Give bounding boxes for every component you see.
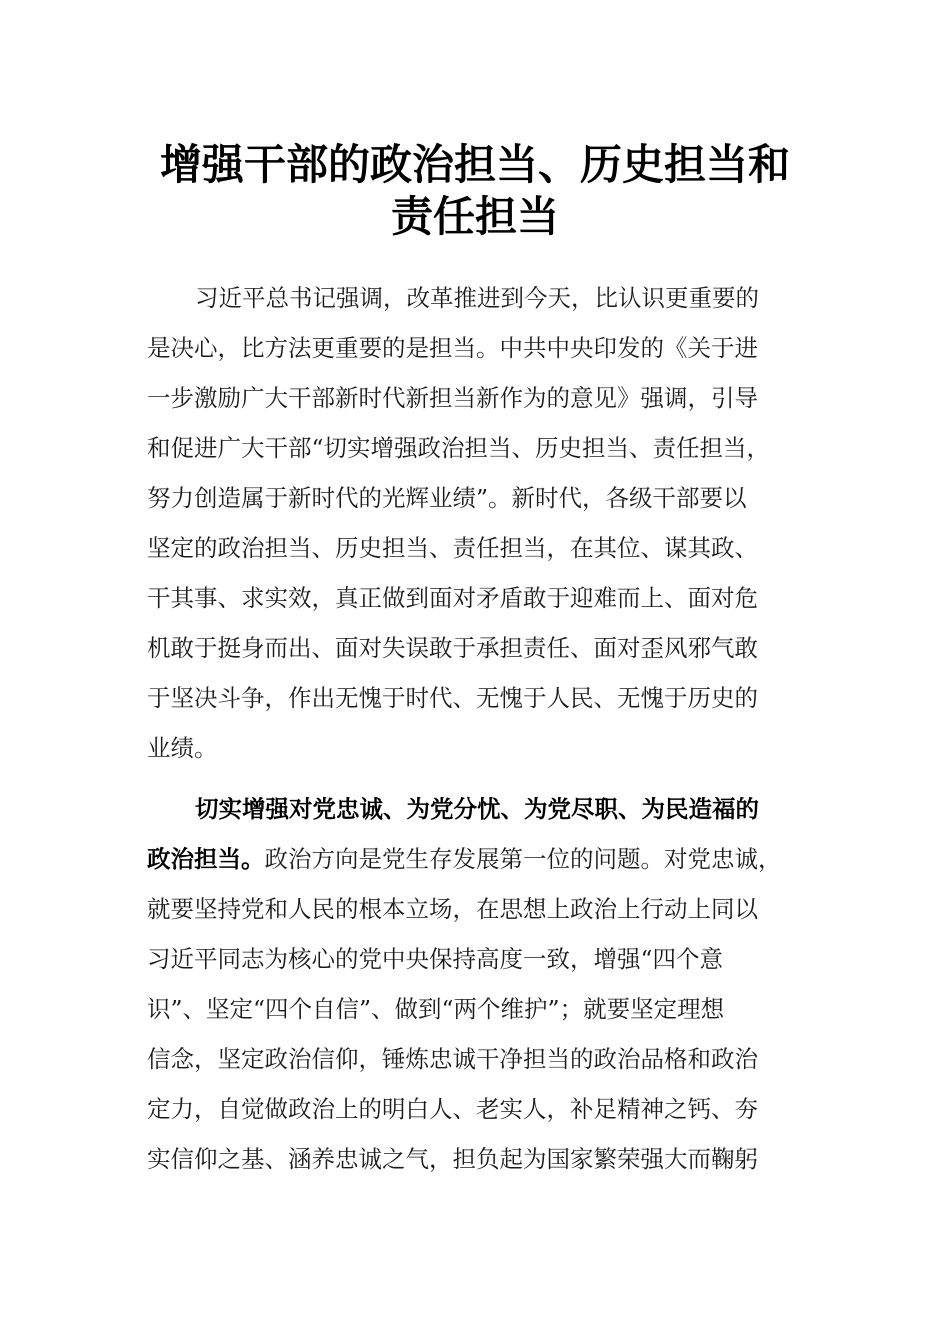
document-title-line-1: 增强干部的政治担当、历史担当和 xyxy=(159,140,790,189)
paragraph-line: 于坚决斗争，作出无愧于时代、无愧于人民、无愧于历史的 xyxy=(147,684,758,712)
paragraph-line: 努力创造属于新时代的光辉业绩”。新时代，各级干部要以 xyxy=(147,484,747,512)
paragraph-line: 是决心，比方法更重要的是担当。中共中央印发的《关于进 xyxy=(147,334,758,362)
section-heading: 政治担当。 xyxy=(147,845,265,873)
paragraph-line: 业绩。 xyxy=(147,734,218,762)
paragraph-text: 政治方向是党生存发展第一位的问题。对党忠诚， xyxy=(264,845,782,873)
paragraph-line xyxy=(147,834,807,884)
paragraph-line: 机敢于挺身而出、面对失误敢于承担责任、面对歪风邪气敢 xyxy=(147,634,758,662)
paragraph-line: 实信仰之基、涵养忠诚之气，担负起为国家繁荣强大而鞠躬 xyxy=(147,1145,758,1173)
paragraph-line: 一步激励广大干部新时代新担当新作为的意见》强调，引导 xyxy=(147,384,758,412)
paragraph-line: 习近平总书记强调，改革推进到今天，比认识更重要的 xyxy=(195,284,759,312)
paragraph-line: 和促进广大干部“切实增强政治担当、历史担当、责任担当， xyxy=(147,434,771,462)
paragraph-line: 习近平同志为核心的党中央保持高度一致，增强“四个意 xyxy=(147,945,724,973)
paragraph-line: 就要坚持党和人民的根本立场，在思想上政治上行动上同以 xyxy=(147,895,758,923)
document-title-line-2: 责任担当 xyxy=(390,192,559,241)
paragraph-line: 干其事、求实效，真正做到面对矛盾敢于迎难而上、面对危 xyxy=(147,584,758,612)
paragraph-line: 识”、坚定“四个自信”、做到“两个维护”；就要坚定理想 xyxy=(147,995,725,1023)
section-heading: 切实增强对党忠诚、为党分忧、为党尽职、为民造福的 xyxy=(195,795,759,823)
paragraph-line: 坚定的政治担当、历史担当、责任担当，在其位、谋其政、 xyxy=(147,534,758,562)
paragraph-line: 信念，坚定政治信仰，锤炼忠诚干净担当的政治品格和政治 xyxy=(147,1045,758,1073)
paragraph-line: 定力，自觉做政治上的明白人、老实人，补足精神之钙、夯 xyxy=(147,1095,758,1123)
